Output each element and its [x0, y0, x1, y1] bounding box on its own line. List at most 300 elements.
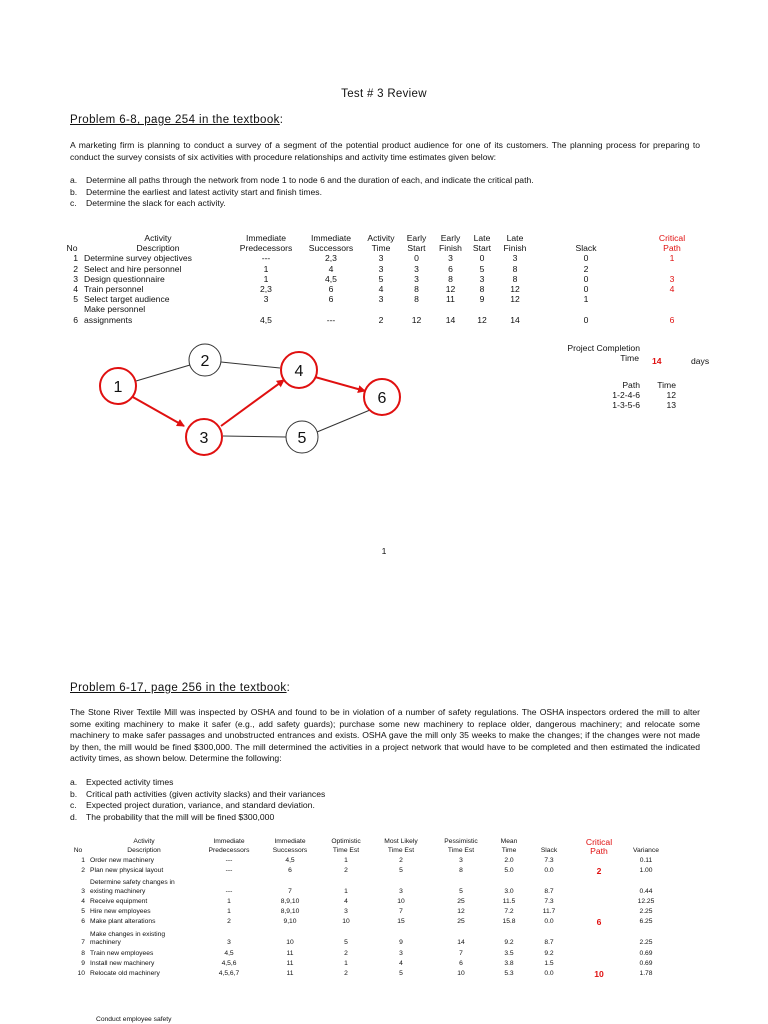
header-slack: Slack [575, 243, 597, 254]
svg-text:3: 3 [199, 430, 209, 447]
cell-ml: 5 [399, 866, 403, 874]
cell-desc: Hire new employees [90, 908, 151, 916]
cell-slack: 0 [583, 284, 589, 295]
cell-var: 2.25 [639, 908, 653, 916]
cell-pred: 1 [227, 898, 231, 906]
cell-succ: --- [326, 314, 336, 325]
edge-4-6 [315, 377, 365, 391]
cell-ml: 3 [399, 887, 403, 895]
table-row [60, 284, 706, 294]
header-pes: Pessimistic [444, 838, 478, 845]
cell-slack: 1 [583, 294, 589, 305]
cell-no: 2 [81, 866, 85, 874]
header-opt: Optimistic [331, 838, 361, 845]
table-row [66, 855, 666, 865]
cell-succ: 11 [286, 959, 294, 967]
cell-ef: 11 [446, 294, 455, 305]
header-ml2: Time Est [387, 846, 415, 854]
page-number: 1 [381, 546, 387, 556]
cell-lf: 12 [510, 294, 520, 305]
cell-opt: 1 [344, 887, 348, 895]
cell-slack: 0.0 [544, 918, 554, 926]
list-item [70, 175, 534, 187]
cell-pred: 4,5 [260, 314, 272, 325]
cell-succ: 4 [328, 263, 334, 274]
cell-ef: 6 [448, 263, 453, 274]
header-es: Early [406, 233, 427, 243]
cell-cp: 2 [596, 865, 602, 876]
table-row [604, 390, 676, 400]
cell-no: 4 [73, 284, 78, 295]
question-text: Determine the earliest and latest activity start and finish times. [86, 186, 322, 197]
header-ls: Late [473, 233, 491, 243]
question-marker: b. [70, 788, 78, 799]
table-row [66, 927, 666, 948]
svg-text:5: 5 [297, 430, 307, 447]
cell-time: 4 [378, 284, 384, 295]
cell-succ: 11 [286, 949, 294, 957]
table-row [66, 958, 666, 968]
cell-ml: 3 [399, 949, 403, 957]
cell-ml: 9 [399, 939, 403, 947]
cell-desc: Select target audience [84, 294, 170, 305]
cell-es: 3 [414, 263, 419, 274]
trailing-row-text: Conduct employee safety [96, 1016, 172, 1023]
cell-ls: 3 [479, 273, 485, 284]
path-name: 1-2-4-6 [612, 390, 640, 401]
cell-var: 0.44 [639, 887, 653, 895]
problem1-intro: A marketing firm is planning to conduct a survey of a segment of the potential product audience for one of its customers. The planning process for preparing to conduct the survey consists of six activities with procedure relationships and activity time estimates given below: [70, 140, 700, 162]
cell-pred: 3 [227, 939, 231, 947]
edge-3-4 [221, 380, 284, 426]
cell-slack: 0.0 [544, 969, 554, 977]
cell-desc: Plan new physical layout [90, 866, 164, 874]
cell-pred: 4,5 [224, 949, 234, 957]
table-row [66, 865, 666, 875]
cell-slack: 7.3 [544, 898, 554, 906]
cell-succ: 4,5 [285, 856, 295, 864]
cell-lf: 12 [510, 284, 520, 295]
cell-desc: Determine survey objectives [84, 253, 192, 264]
header-description: Description [136, 243, 180, 254]
path-time: 13 [666, 400, 676, 411]
cell-opt: 2 [344, 969, 348, 977]
list-item [70, 198, 534, 210]
svg-text:4: 4 [294, 363, 304, 380]
table-header-row [60, 233, 706, 243]
list-item [70, 800, 325, 812]
cell-slack: 0 [583, 253, 589, 264]
svg-text:1: 1 [113, 379, 123, 396]
cell-no: 1 [81, 856, 85, 864]
path-name: 1-3-5-6 [612, 400, 640, 411]
cell-desc [84, 304, 232, 324]
cell-lf: 8 [512, 263, 518, 274]
node-2 [189, 344, 221, 376]
question-text: Expected project duration, variance, and standard deviation. [86, 800, 315, 811]
table-row [66, 875, 666, 896]
cell-opt: 4 [344, 898, 348, 906]
cell-slack: 1.5 [544, 959, 554, 967]
cell-es: 12 [411, 314, 422, 325]
list-item [70, 812, 325, 824]
cell-cp [572, 927, 626, 948]
cell-pred: --- [225, 887, 233, 895]
cell-pes: 12 [457, 908, 465, 916]
header-pred: Immediate [213, 838, 245, 845]
cell-lf: 8 [512, 273, 518, 284]
question-text: The probability that the mill will be fined $300,000 [86, 811, 275, 822]
cell-pes: 8 [459, 866, 463, 874]
completion-label-2: Time [620, 353, 639, 364]
cell-desc: Train new employees [90, 949, 154, 957]
cell-ml: 10 [397, 898, 405, 906]
header-cp: Critical [658, 233, 686, 243]
cell-succ: 6 [328, 294, 334, 305]
header-es2: Start [407, 243, 426, 254]
cell-cp [572, 958, 626, 968]
node-1 [100, 368, 136, 404]
cell-succ: 10 [286, 939, 294, 947]
header-activity: Activity [144, 233, 172, 243]
node-6 [364, 379, 400, 415]
problem2-heading-colon: : [286, 682, 291, 694]
header-ls2: Start [472, 243, 492, 254]
node-5 [286, 421, 318, 453]
cell-cp: 1 [669, 253, 675, 264]
cell-ef: 8 [448, 273, 453, 284]
edge-2-4 [221, 362, 280, 368]
cell-no: 10 [77, 969, 85, 977]
cell-no: 3 [81, 887, 85, 895]
question-marker: d. [70, 811, 78, 822]
table-row [66, 917, 666, 927]
cell-pred: 1 [263, 263, 269, 274]
cell-time: 3 [378, 294, 384, 305]
cell-mean: 9.2 [504, 939, 514, 947]
question-text: Critical path activities (given activity slacks) and their variances [86, 788, 326, 799]
list-item [70, 777, 325, 789]
header-slack: Slack [540, 846, 558, 854]
question-text: Determine the slack for each activity. [86, 198, 226, 209]
cell-no: 5 [73, 294, 78, 305]
problem1-heading-text: Problem 6-8, page 254 in the textbook [70, 114, 280, 126]
table-row [66, 907, 666, 917]
cell-succ: 8,9,10 [280, 908, 300, 916]
cell-succ: 7 [288, 887, 292, 895]
header-succ2: Successors [308, 243, 354, 254]
cell-succ: 6 [328, 284, 334, 295]
cell-cp: 6 [669, 314, 675, 325]
header-opt2: Time Est [332, 846, 360, 854]
cell-pes: 25 [457, 918, 465, 926]
cell-pred: 2 [227, 918, 231, 926]
cell-cp [638, 264, 706, 274]
activity-table-1 [60, 233, 706, 325]
cell-var: 0.11 [639, 856, 653, 864]
paths-header-time: Time [657, 380, 676, 390]
cell-mean: 5.3 [504, 969, 514, 977]
cell-es: 8 [414, 284, 419, 295]
cell-slack: 11.7 [542, 908, 556, 916]
cell-slack: 9.2 [544, 949, 554, 957]
cell-no: 2 [73, 263, 78, 274]
cell-no: 6 [81, 918, 85, 926]
cell-succ: 11 [286, 969, 294, 977]
cell-lf: 14 [510, 314, 520, 325]
problem1-heading-colon: : [279, 114, 284, 126]
cell-slack: 8.7 [544, 887, 554, 895]
cell-desc-line2: machinery [90, 939, 121, 947]
cell-opt: 1 [344, 856, 348, 864]
cell-opt: 5 [344, 939, 348, 947]
cell-lf: 3 [512, 253, 518, 264]
cell-ml: 2 [399, 856, 403, 864]
cell-desc-line1: Make changes in existing [90, 930, 166, 938]
cell-pred: 4,5,6,7 [218, 969, 240, 977]
cell-cp: 3 [669, 273, 675, 284]
header-time2: Time [371, 243, 391, 254]
list-item [70, 789, 325, 801]
header-ef2: Finish [439, 243, 462, 254]
cell-ls: 5 [479, 263, 485, 274]
cell-desc-line2: assignments [84, 314, 133, 325]
cell-opt: 1 [344, 959, 348, 967]
header-pred: Immediate [245, 233, 287, 243]
cell-cp [572, 907, 626, 917]
table-header-row [66, 838, 666, 847]
cell-ls: 12 [477, 314, 487, 325]
question-marker: a. [70, 175, 78, 185]
cell-succ: 9,10 [283, 918, 297, 926]
svg-text:2: 2 [200, 353, 210, 370]
header-cp: Critical [585, 837, 613, 847]
path-time: 12 [666, 390, 676, 401]
problem1-heading [70, 114, 283, 126]
cell-pred: 3 [263, 294, 269, 305]
question-marker: c. [70, 800, 77, 811]
cell-ls: 8 [479, 284, 485, 295]
cell-ml: 5 [399, 969, 403, 977]
cell-pes: 14 [457, 939, 465, 947]
cell-opt: 2 [344, 949, 348, 957]
cell-mean: 5.0 [504, 866, 514, 874]
page-title: Test # 3 Review [341, 88, 427, 100]
list-item [70, 187, 534, 199]
cell-mean: 15.8 [502, 918, 516, 926]
cell-var: 2.25 [639, 939, 653, 947]
edge-1-2 [136, 365, 190, 381]
header-pes2: Time Est [447, 846, 475, 854]
edge-5-6 [317, 410, 370, 432]
table-row [66, 897, 666, 907]
edge-1-3 [131, 396, 184, 426]
cell-no: 5 [81, 908, 85, 916]
cell-pes: 25 [457, 898, 465, 906]
completion-value: 14 [652, 356, 662, 366]
header-no: No [66, 243, 78, 254]
cell-time: 5 [378, 273, 384, 284]
cell-ef: 3 [448, 253, 453, 264]
table-row [66, 968, 666, 978]
cell-desc: Order new machinery [90, 856, 154, 864]
header-mean2: Time [501, 846, 517, 854]
cell-mean: 7.2 [504, 908, 514, 916]
completion-label [556, 343, 640, 363]
cell-no: 8 [81, 949, 85, 957]
header-cp2: Path [590, 845, 608, 856]
cell-time: 3 [378, 253, 384, 264]
header-ml: Most Likely [384, 838, 418, 845]
header-lf: Late [506, 233, 524, 243]
edge-3-5 [223, 436, 286, 437]
header-activity: Activity [133, 838, 155, 845]
cell-desc: Install new machinery [90, 959, 155, 967]
cell-desc: Relocate old machinery [90, 969, 160, 977]
cell-pes: 7 [459, 949, 463, 957]
cell-no: 9 [81, 959, 85, 967]
cell-ml: 15 [397, 918, 405, 926]
cell-desc: Receive equipment [90, 898, 148, 906]
problem2-intro: The Stone River Textile Mill was inspected by OSHA and found to be in violation of a number of safety regulations. The OSHA inspectors ordered the mill to alter some exiting machinery to make it safer (e.g., add safety guards); purchase some new machinery to replace older, dangerous machinery; and relocate some machinery to make safer passages and unobstructed entrances and exists. OSHA gave the mill only 35 weeks to make the changes; if the changes were not made by then, the mill would be fined $300,000. The mill determined the activities in a project network that would have to be completed and then estimated the indicated activity times, as shown below. Determine the following: [70, 707, 700, 764]
header-lf2: Finish [503, 243, 527, 254]
table-row [604, 400, 676, 410]
cell-desc: Select and hire personnel [84, 263, 182, 274]
cell-cp [572, 948, 626, 958]
problem2-questions [70, 777, 325, 823]
table-header-row [66, 847, 666, 856]
cell-desc: Design questionnaire [84, 273, 165, 284]
cell-opt: 3 [344, 908, 348, 916]
cell-succ: 2,3 [325, 253, 337, 264]
cell-pes: 6 [459, 959, 463, 967]
cell-mean: 11.5 [502, 898, 516, 906]
cell-ls: 0 [479, 253, 485, 264]
cell-var: 0.69 [639, 949, 653, 957]
cell-succ: 8,9,10 [280, 898, 300, 906]
table-row [60, 264, 706, 274]
cell-desc [90, 875, 198, 896]
svg-text:6: 6 [377, 390, 387, 407]
header-cp2: Path [663, 243, 681, 254]
cell-desc [90, 927, 198, 948]
cell-slack: 0 [583, 273, 589, 284]
question-text: Determine all paths through the network from node 1 to node 6 and the duration of each, and indicate the critical path. [86, 175, 534, 185]
cell-mean: 3.5 [504, 949, 514, 957]
cell-cp [638, 294, 706, 304]
cell-desc-line2: existing machinery [90, 887, 146, 895]
table-row [60, 253, 706, 263]
header-pred2: Predecessors [208, 846, 250, 854]
cell-succ: 6 [288, 866, 292, 874]
cell-pes: 3 [459, 856, 463, 864]
cell-es: 3 [414, 273, 419, 284]
table-row [60, 304, 706, 324]
header-ef: Early [440, 233, 461, 243]
cell-no: 6 [73, 314, 78, 325]
cell-es: 8 [414, 294, 419, 305]
cell-no: 4 [81, 898, 85, 906]
cell-pred: 4,5,6 [221, 959, 237, 967]
table-row [60, 274, 706, 284]
cell-no: 7 [81, 939, 85, 947]
problem2-heading [70, 682, 290, 694]
completion-unit: days [691, 356, 710, 366]
cell-mean: 3.0 [504, 887, 514, 895]
cell-cp: 4 [669, 284, 675, 295]
problem2-heading-text: Problem 6-17, page 256 in the textbook [70, 682, 287, 694]
cell-pes: 10 [457, 969, 465, 977]
cell-time: 2 [378, 314, 384, 325]
header-no: No [73, 846, 83, 854]
header-mean: Mean [500, 838, 518, 845]
cell-slack: 0.0 [544, 866, 554, 874]
cell-ls: 9 [479, 294, 485, 305]
cell-slack: 8.7 [544, 939, 554, 947]
header-succ2: Successors [272, 846, 308, 854]
cell-opt: 2 [344, 866, 348, 874]
question-marker: b. [70, 186, 78, 197]
network-diagram [90, 340, 420, 460]
cell-cp [572, 897, 626, 907]
cell-pes: 5 [459, 887, 463, 895]
cell-no: 1 [73, 253, 78, 264]
cell-cp: 6 [596, 917, 602, 928]
cell-pred: 2,3 [260, 284, 272, 295]
cell-time: 3 [378, 263, 384, 274]
node-4 [281, 352, 317, 388]
cell-succ: 4,5 [325, 273, 337, 284]
cell-pred: --- [261, 253, 271, 264]
header-succ: Immediate [310, 233, 352, 243]
cell-desc-line1: Make personnel [84, 304, 146, 315]
cell-pred: --- [225, 866, 233, 874]
question-marker: c. [70, 198, 77, 209]
header-pred2: Predecessors [239, 243, 293, 254]
completion-label-1: Project Completion [567, 343, 640, 353]
cell-opt: 10 [342, 918, 350, 926]
cell-ef: 12 [445, 284, 456, 295]
cell-desc: Train personnel [84, 284, 144, 295]
cell-cp: 10 [594, 968, 604, 979]
cell-es: 0 [414, 253, 419, 264]
header-time: Activity [367, 233, 395, 243]
cell-no: 3 [73, 273, 78, 284]
activity-table-2 [66, 838, 666, 978]
paths-table [604, 380, 676, 411]
cell-desc: Make plant alterations [90, 918, 156, 926]
cell-ml: 4 [399, 959, 403, 967]
question-text: Expected activity times [86, 777, 174, 787]
header-variance: Variance [633, 846, 659, 854]
cell-cp [572, 855, 626, 865]
header-succ: Immediate [274, 838, 306, 845]
table-row [60, 294, 706, 304]
question-marker: a. [70, 777, 78, 787]
problem1-questions [70, 175, 534, 210]
cell-mean: 3.8 [504, 959, 514, 967]
cell-desc-line1: Determine safety changes in [90, 879, 175, 887]
table-header-row [60, 243, 706, 253]
cell-var: 6.25 [639, 918, 653, 926]
cell-var: 1.00 [639, 866, 653, 874]
cell-mean: 2.0 [504, 856, 514, 864]
cell-var: 1.78 [639, 969, 653, 977]
cell-ef: 14 [445, 314, 456, 325]
table-row [66, 948, 666, 958]
paths-header-path: Path [622, 380, 640, 390]
cell-pred: 1 [263, 273, 269, 284]
